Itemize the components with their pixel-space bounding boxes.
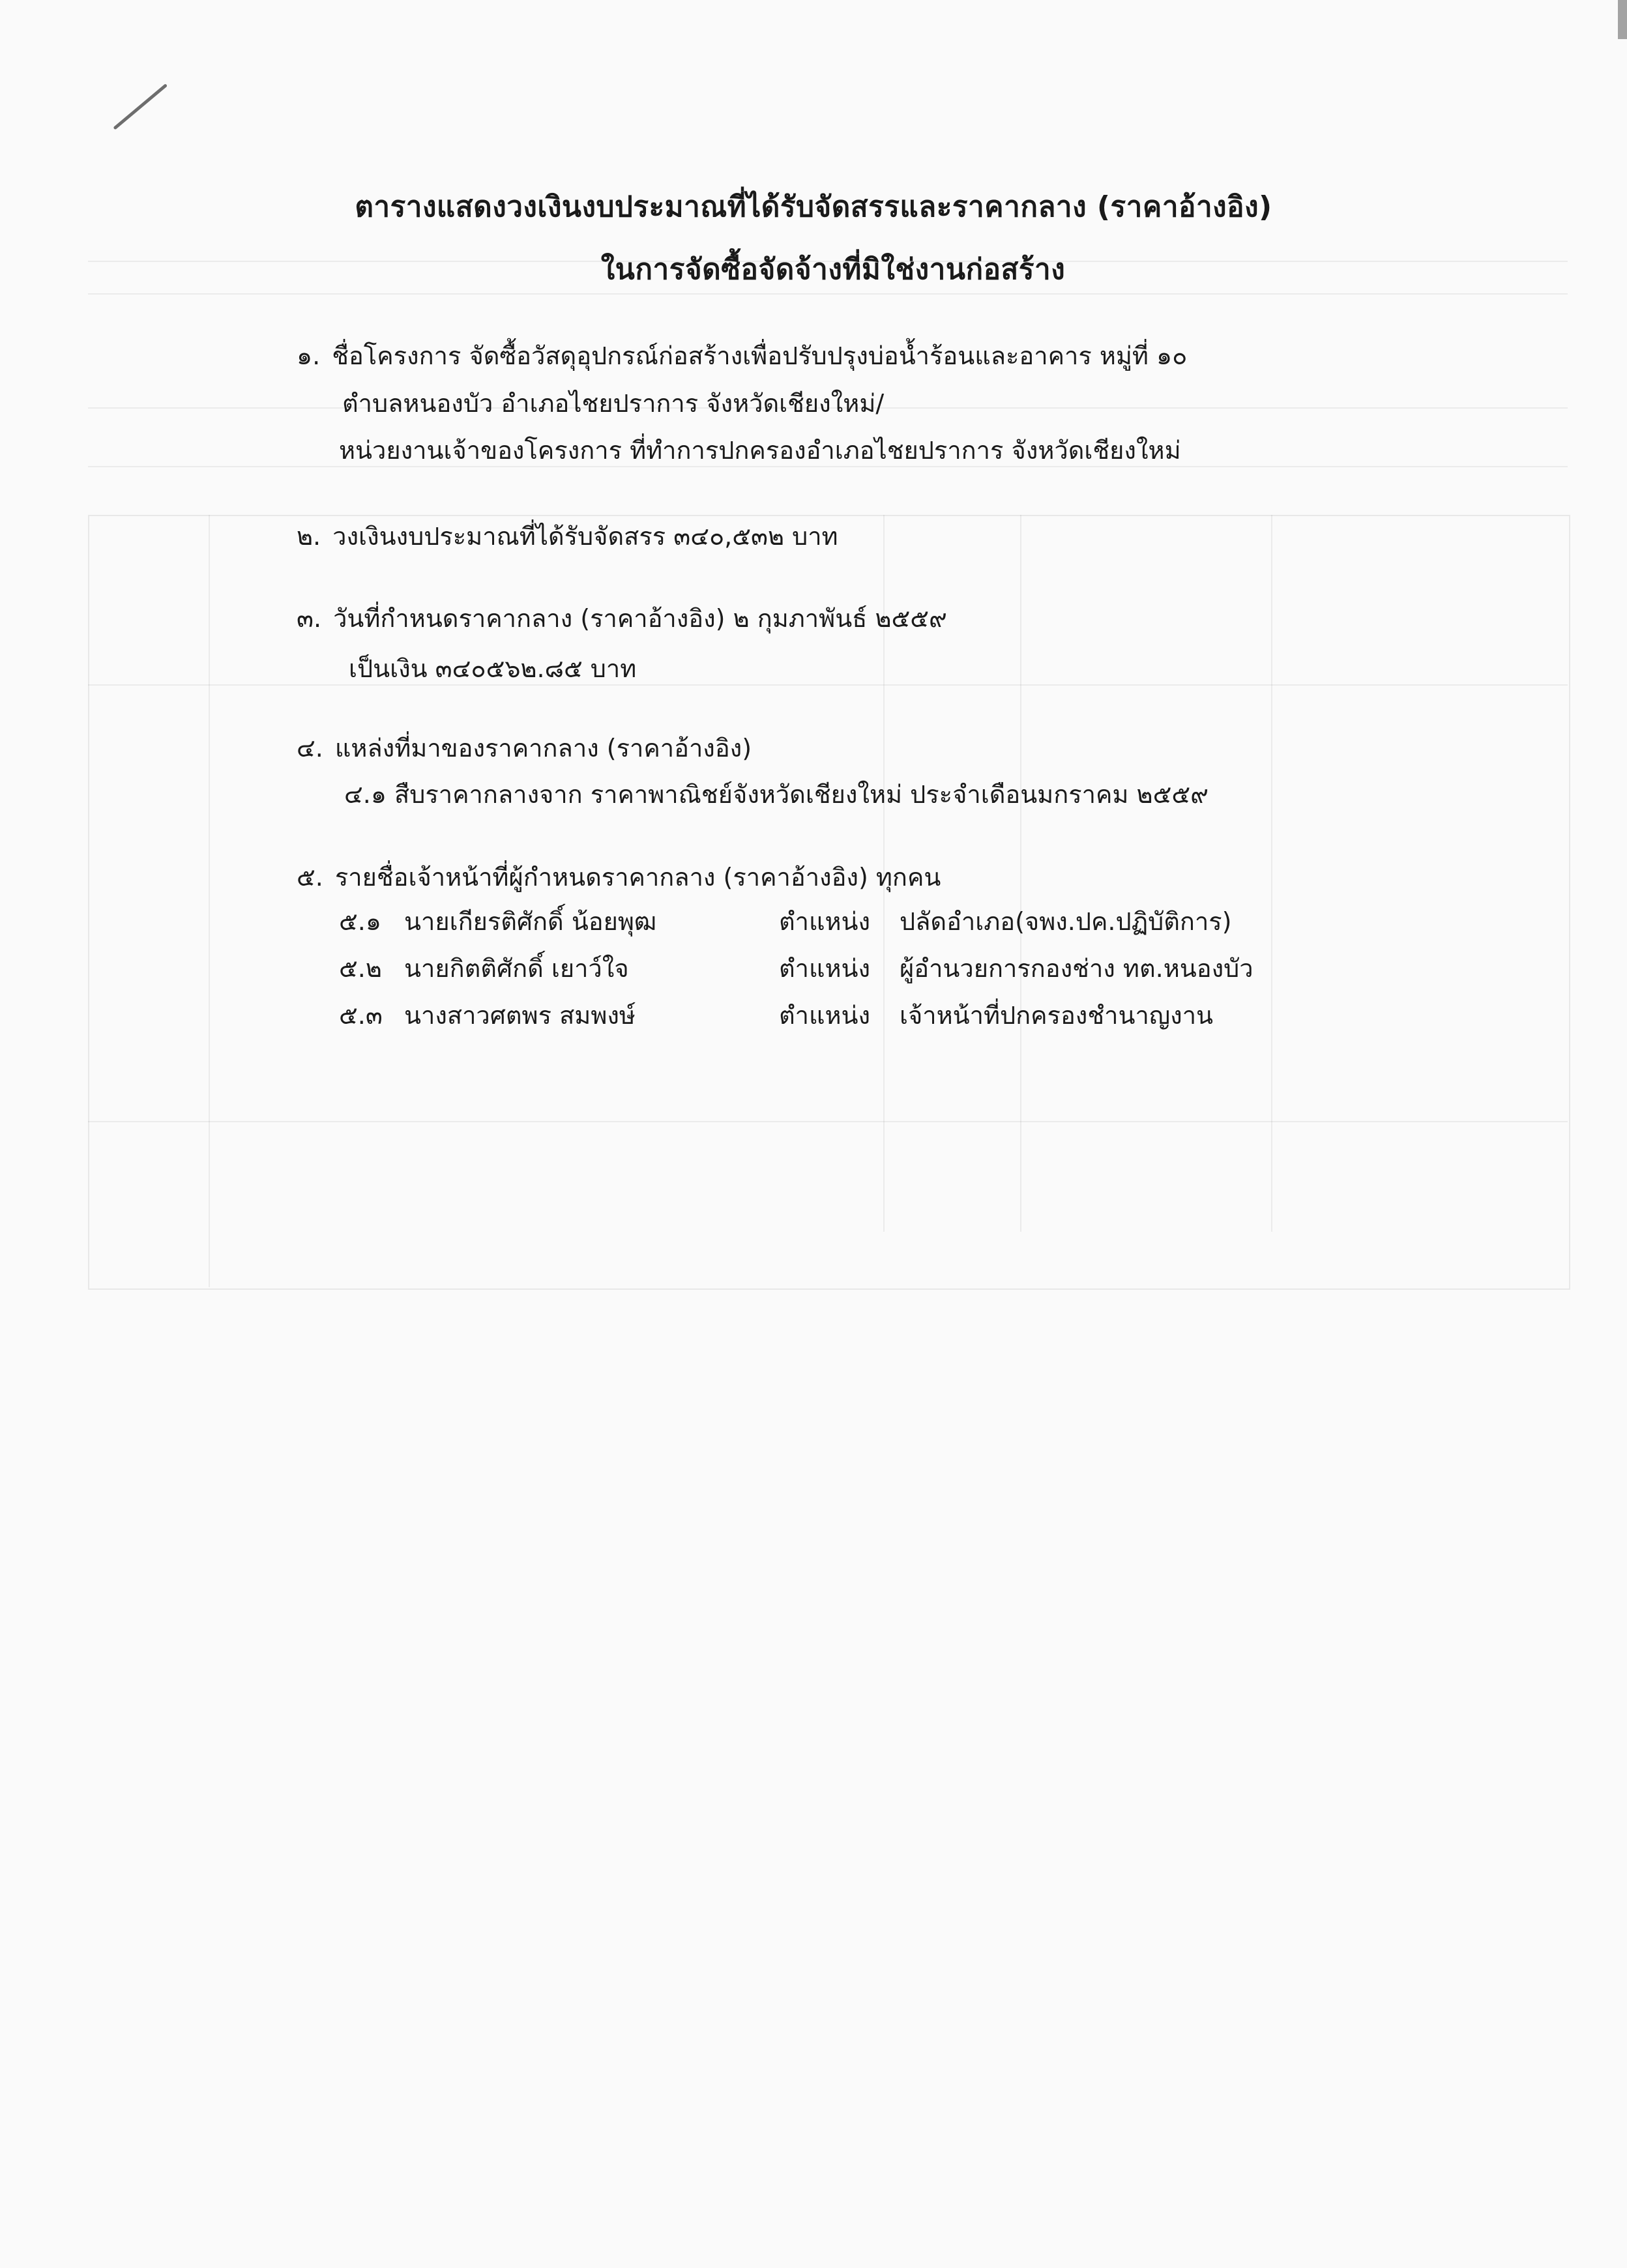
item-3-number: ๓.: [297, 604, 322, 633]
official-name: นายกิตติศักดิ์ เยาว์ใจ: [404, 954, 629, 983]
official-index: ๕.๒: [339, 954, 382, 983]
bleed-through-rule: [209, 515, 210, 1287]
bleed-through-rule: [88, 684, 1568, 686]
item-4-line-1: [297, 728, 752, 768]
official-row: [339, 901, 1447, 934]
official-position: ผู้อำนวยการกองช่าง ทต.หนองบัว: [900, 954, 1253, 983]
item-1-line-2: ตำบลหนองบัว อำเภอไชยปราการ จังหวัดเชียงใหม่/: [342, 389, 885, 418]
official-position-label: ตำแหน่ง: [779, 954, 871, 983]
official-position: ปลัดอำเภอ(จพง.ปค.ปฏิบัติการ): [900, 907, 1232, 936]
item-1-line-3: หน่วยงานเจ้าของโครงการ ที่ทำการปกครองอำเภอไชยปราการ จังหวัดเชียงใหม่: [339, 436, 1181, 465]
official-row: [339, 948, 1447, 981]
item-3-line-2: เป็นเงิน ๓๔๐๕๖๒.๘๕ บาท: [349, 654, 637, 683]
official-position-label: ตำแหน่ง: [779, 1001, 871, 1030]
item-4-number: ๔.: [297, 734, 323, 763]
scan-edge-mark: [1618, 0, 1627, 39]
official-name: นางสาวศตพร สมพงษ์: [404, 1001, 636, 1030]
official-name: นายเกียรติศักดิ์ น้อยพุฒ: [404, 907, 657, 936]
item-3-date: วันที่กำหนดราคากลาง (ราคาอ้างอิง) ๒ กุมภาพันธ์ ๒๕๕๙: [333, 604, 947, 633]
item-2-line: [297, 516, 838, 556]
item-5-line-1: [297, 857, 941, 897]
official-position-label: ตำแหน่ง: [779, 907, 871, 936]
official-row: [339, 995, 1447, 1028]
bleed-through-rule: [1271, 515, 1272, 1232]
item-1-number: ๑.: [297, 342, 321, 370]
official-position: เจ้าหน้าที่ปกครองชำนาญงาน: [900, 1001, 1214, 1030]
item-2-budget: วงเงินงบประมาณที่ได้รับจัดสรร ๓๔๐,๕๓๒ บาท: [332, 522, 838, 551]
bleed-through-rule: [88, 293, 1568, 295]
bleed-through-rule: [88, 1121, 1568, 1122]
pen-stroke-mark: [113, 83, 168, 130]
official-index: ๕.๑: [339, 907, 381, 936]
item-4-heading: แหล่งที่มาของราคากลาง (ราคาอ้างอิง): [334, 734, 752, 763]
official-index: ๕.๓: [339, 1001, 383, 1030]
item-5-number: ๕.: [297, 863, 323, 892]
item-1-project-name: ชื่อโครงการ จัดซื้อวัสดุอุปกรณ์ก่อสร้างเพื่อปรับปรุงบ่อน้ำร้อนและอาคาร หมู่ที่ ๑๐: [332, 342, 1188, 370]
item-1-line-1: [297, 336, 1187, 375]
item-2-number: ๒.: [297, 522, 321, 551]
item-4-line-2: ๔.๑ สืบราคากลางจาก ราคาพาณิชย์จังหวัดเชียงใหม่ ประจำเดือนมกราคม ๒๕๕๙: [344, 780, 1209, 809]
document-title-line-1: ตารางแสดงวงเงินงบประมาณที่ได้รับจัดสรรและราคากลาง (ราคาอ้างอิง): [355, 190, 1272, 224]
document-title-line-2: ในการจัดซื้อจัดจ้างที่มิใช่งานก่อสร้าง: [600, 253, 1066, 286]
bleed-through-rule: [1020, 515, 1021, 1232]
item-3-line-1: [297, 598, 947, 638]
item-5-heading: รายชื่อเจ้าหน้าที่ผู้กำหนดราคากลาง (ราคาอ้างอิง) ทุกคน: [334, 863, 941, 892]
